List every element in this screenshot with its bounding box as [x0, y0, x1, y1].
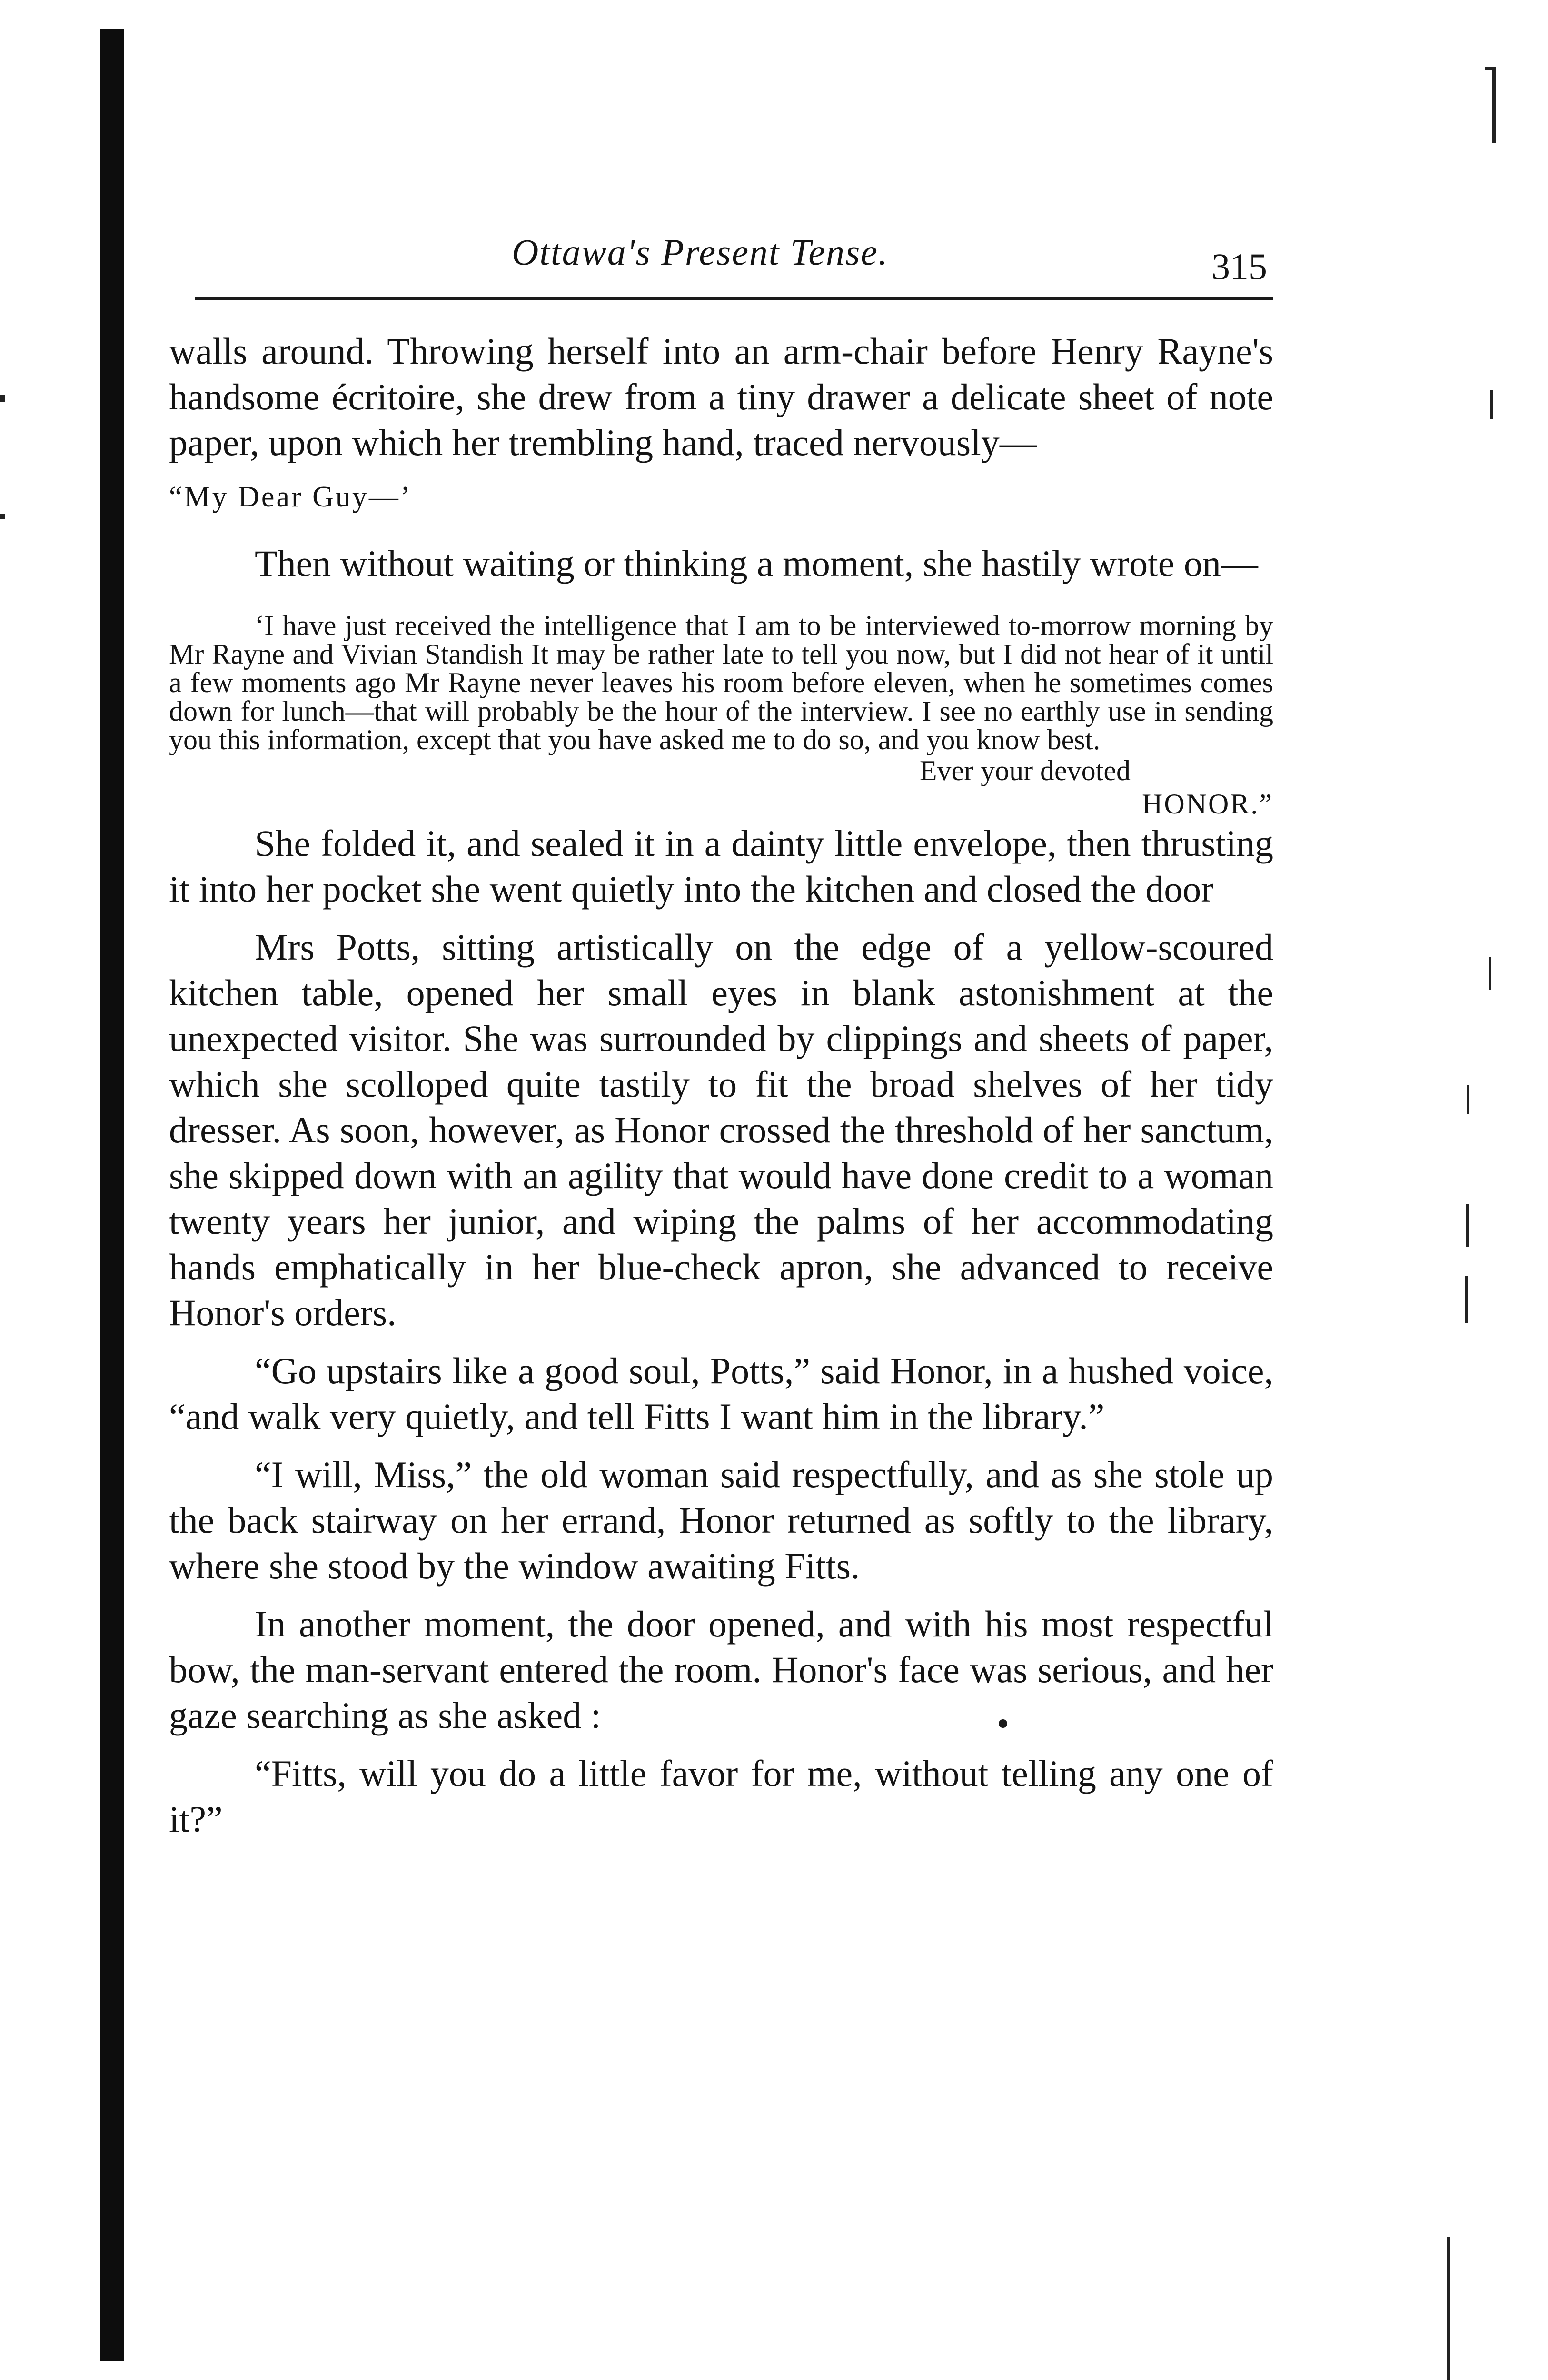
- paragraph: Mrs Potts, sitting artistically on the edge of a yellow-scoured kitchen table, opened her small eyes in blank astonishment at the unexpected visitor. She was surrounded by clippings and sheets of paper, which she scolloped quite tastily to fit the broad shelves of her tidy dresser. As soon, however, as Honor crossed the threshold of her sanctum, she skipped down with an agility that would have done credit to a woman twenty years her junior, and wiping the palms of her accommodating hands emphatically in her blue-check apron, she advanced to receive Honor's orders.: [169, 926, 1273, 1333]
- edge-mark: [1466, 1204, 1469, 1247]
- running-title: Ottawa's Present Tense.: [512, 231, 889, 273]
- paragraph: “Go upstairs like a good soul, Potts,” said Honor, in a hushed voice, “and walk very quietly, and tell Fitts I want him in the library.”: [169, 1350, 1273, 1437]
- letter-salutation: “My Dear Guy—’: [169, 481, 412, 513]
- edge-mark: [1467, 1085, 1469, 1114]
- paragraph: “Fitts, will you do a little favor for me, without telling any one of it?”: [169, 1753, 1273, 1840]
- edge-mark: [1447, 2237, 1450, 2380]
- paragraph: In another moment, the door opened, and with his most respectful bow, the man-servant entered the room. Honor's face was serious, and her gaze searching as she asked :: [169, 1603, 1273, 1736]
- edge-mark: [1490, 390, 1493, 419]
- binding-shadow: [100, 29, 124, 2361]
- edge-mark: [0, 395, 5, 402]
- letter-signature: HONOR.”: [1142, 788, 1273, 820]
- edge-mark: [1489, 957, 1491, 990]
- letter-text: ‘I have just received the intelligence that I am to be interviewed to-morrow morning by Mr Rayne and Vivian Standish It may be rather late to tell you now, but I did not hear of it until a few moments ago Mr Rayne never leaves his room before eleven, when he sometimes comes down for lunch—that will probably be the hour of the interview. I see no earthly use in sending you this information, except that you have asked me to do so, and you know best.: [169, 610, 1273, 755]
- ink-dot: [999, 1719, 1007, 1728]
- paragraph: She folded it, and sealed it in a dainty little envelope, then thrusting it into her pocket she went quietly into the kitchen and closed the door: [169, 823, 1273, 910]
- body-text: [169, 328, 1273, 1842]
- edge-mark: [0, 514, 5, 519]
- edge-mark: [1465, 1276, 1468, 1323]
- paragraph: Then without waiting or thinking a moment, she hastily wrote on—: [255, 543, 1258, 584]
- paragraph: walls around. Throwing herself into an arm-chair before Henry Rayne's handsome écritoire, she drew from a tiny drawer a delicate sheet of note paper, upon which her trembling hand, traced nervously—: [169, 330, 1273, 463]
- header-rule: [195, 298, 1273, 300]
- paragraph: “I will, Miss,” the old woman said respectfully, and as she stole up the back stairway on her errand, Honor returned as softly to the library, where she stood by the window awaiting Fitts.: [169, 1454, 1273, 1587]
- edge-mark: [1485, 67, 1496, 70]
- page-number: 315: [1211, 246, 1267, 287]
- letter-closing: Ever your devoted: [919, 755, 1131, 786]
- edge-mark: [1492, 67, 1496, 143]
